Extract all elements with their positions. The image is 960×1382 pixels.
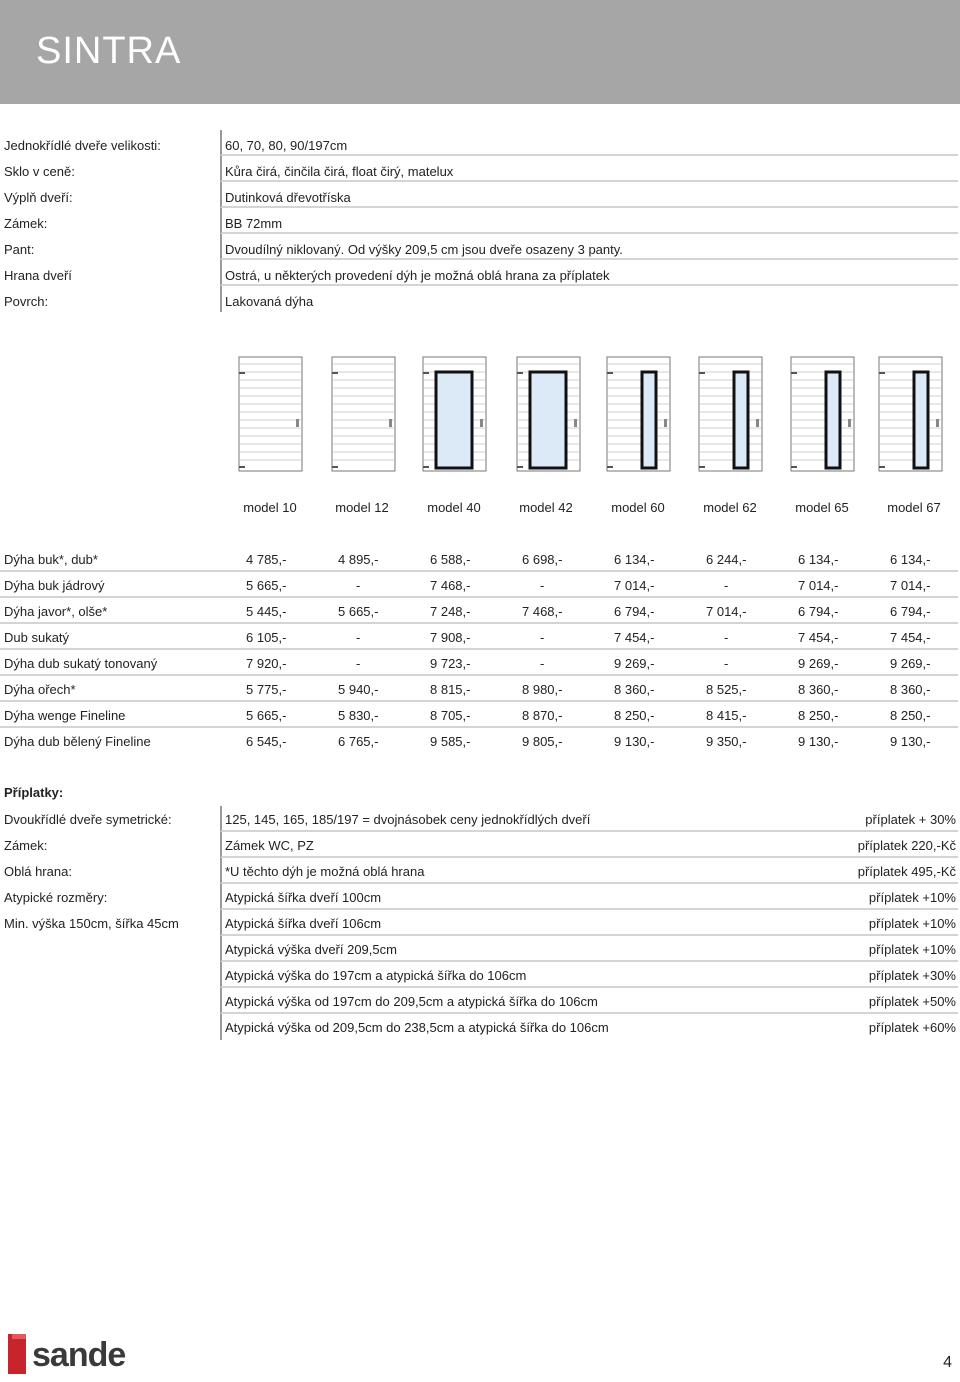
surcharge-row	[0, 936, 960, 962]
surcharge-label: Min. výška 150cm, šířka 45cm	[4, 916, 179, 931]
price-cell: -	[356, 656, 361, 671]
surcharge-text: Atypická šířka dveří 100cm	[225, 890, 382, 905]
price-cell: 4 895,-	[338, 552, 379, 567]
price-cell: 5 445,-	[246, 604, 287, 619]
sande-logo	[6, 1332, 146, 1376]
veneer-label: Dýha javor*, olše*	[4, 604, 108, 619]
door-drawing-5	[606, 356, 672, 472]
price-cell: 6 105,-	[246, 630, 287, 645]
price-cell: 7 014,-	[890, 578, 931, 593]
price-cell: 6 794,-	[890, 604, 931, 619]
model-label: model 67	[887, 500, 941, 515]
price-cell: 6 794,-	[614, 604, 655, 619]
door-icon	[606, 356, 672, 472]
price-cell: 5 665,-	[338, 604, 379, 619]
price-cell: 6 588,-	[430, 552, 471, 567]
price-cell: -	[356, 630, 361, 645]
price-cell: 9 269,-	[890, 656, 931, 671]
price-cell: 4 785,-	[246, 552, 287, 567]
veneer-label: Dýha dub sukatý tonovaný	[4, 656, 158, 671]
spec-label: Zámek:	[4, 216, 48, 231]
price-row	[0, 676, 958, 702]
surcharge-value	[220, 832, 958, 858]
surcharge-price: příplatek +10%	[868, 942, 956, 957]
price-row	[0, 702, 958, 728]
price-cell: 6 134,-	[798, 552, 839, 567]
surcharge-row	[0, 858, 960, 884]
spec-row	[0, 234, 960, 260]
spec-value: Dvoudílný niklovaný. Od výšky 209,5 cm jsou dveře osazeny 3 panty.	[220, 234, 958, 260]
surcharge-price: příplatek +50%	[868, 994, 956, 1009]
price-cell: 9 350,-	[706, 734, 747, 749]
veneer-label: Dýha buk*, dub*	[4, 552, 98, 567]
price-cell: 8 705,-	[430, 708, 471, 723]
spec-label: Výplň dveří:	[4, 190, 73, 205]
price-cell: -	[724, 630, 729, 645]
door-drawing-3	[422, 356, 488, 472]
price-cell: 7 468,-	[430, 578, 471, 593]
page-title: SINTRA	[36, 30, 182, 72]
veneer-label: Dub sukatý	[4, 630, 70, 645]
price-row	[0, 728, 958, 754]
spec-row	[0, 182, 960, 208]
price-cell: 8 525,-	[706, 682, 747, 697]
door-icon	[878, 356, 944, 472]
price-cell: -	[540, 578, 545, 593]
model-label: model 62	[703, 500, 757, 515]
veneer-label: Dýha dub bělený Fineline	[4, 734, 151, 749]
price-cell: 5 775,-	[246, 682, 287, 697]
spec-value: Ostrá, u některých provedení dýh je možná oblá hrana za příplatek	[220, 260, 958, 286]
spec-row	[0, 208, 960, 234]
surcharge-price: příplatek 220,-Kč	[857, 838, 956, 853]
surcharge-row	[0, 884, 960, 910]
price-cell: 5 830,-	[338, 708, 379, 723]
door-models	[0, 356, 960, 476]
price-cell: 7 014,-	[706, 604, 747, 619]
price-cell: 8 815,-	[430, 682, 471, 697]
surcharge-value	[220, 858, 958, 884]
surcharge-price: příplatek +10%	[868, 916, 956, 931]
price-cell: 9 585,-	[430, 734, 471, 749]
surcharge-text: *U těchto dýh je možná oblá hrana	[225, 864, 425, 879]
surcharge-price: příplatek + 30%	[865, 812, 956, 827]
surcharge-row	[0, 962, 960, 988]
spec-label: Hrana dveří	[4, 268, 72, 283]
surcharge-row	[0, 910, 960, 936]
surcharge-value	[220, 988, 958, 1014]
surcharge-value	[220, 806, 958, 832]
spec-table	[0, 130, 960, 312]
surcharge-text: Atypická šířka dveří 106cm	[225, 916, 382, 931]
spec-value: Lakovaná dýha	[220, 286, 958, 312]
price-cell: 5 665,-	[246, 708, 287, 723]
surcharge-row	[0, 1014, 960, 1040]
spec-label: Jednokřídlé dveře velikosti:	[4, 138, 161, 153]
price-cell: 9 269,-	[798, 656, 839, 671]
surcharge-text: Atypická výška dveří 209,5cm	[225, 942, 397, 957]
price-cell: 6 765,-	[338, 734, 379, 749]
price-cell: 8 250,-	[614, 708, 655, 723]
surcharge-row	[0, 988, 960, 1014]
veneer-label: Dýha ořech*	[4, 682, 76, 697]
price-cell: 8 360,-	[614, 682, 655, 697]
page-number: 4	[943, 1354, 952, 1371]
model-label: model 65	[795, 500, 849, 515]
spec-value: BB 72mm	[220, 208, 958, 234]
price-cell: -	[356, 578, 361, 593]
price-cell: 6 134,-	[890, 552, 931, 567]
price-cell: 6 244,-	[706, 552, 747, 567]
surcharge-label: Dvoukřídlé dveře symetrické:	[4, 812, 172, 827]
price-row	[0, 624, 958, 650]
door-icon	[238, 356, 304, 472]
logo-mark-icon	[6, 1332, 30, 1376]
surcharges-title: Příplatky:	[4, 785, 64, 800]
price-cell: 9 269,-	[614, 656, 655, 671]
door-drawing-1	[238, 356, 304, 472]
surcharge-row	[0, 832, 960, 858]
price-cell: 8 415,-	[706, 708, 747, 723]
model-label: model 42	[519, 500, 573, 515]
spec-value: Kůra čirá, činčila čirá, float čirý, matelux	[220, 156, 958, 182]
page-header	[0, 0, 960, 104]
price-cell: 7 454,-	[798, 630, 839, 645]
price-cell: -	[724, 578, 729, 593]
surcharge-value	[220, 1014, 958, 1040]
door-icon	[698, 356, 764, 472]
surcharge-table	[0, 806, 960, 1040]
door-drawing-6	[698, 356, 764, 472]
price-cell: 6 794,-	[798, 604, 839, 619]
surcharge-text: Zámek WC, PZ	[225, 838, 314, 853]
spec-row	[0, 130, 960, 156]
spec-label: Povrch:	[4, 294, 49, 309]
door-drawing-7	[790, 356, 856, 472]
surcharge-label: Zámek:	[4, 838, 48, 853]
surcharge-price: příplatek +30%	[868, 968, 956, 983]
model-label: model 40	[427, 500, 481, 515]
surcharge-value	[220, 910, 958, 936]
door-drawing-4	[516, 356, 582, 472]
veneer-label: Dýha wenge Fineline	[4, 708, 126, 723]
surcharge-text: Atypická výška od 209,5cm do 238,5cm a atypická šířka do 106cm	[225, 1020, 609, 1035]
surcharge-text: 125, 145, 165, 185/197 = dvojnásobek ceny jednokřídlých dveří	[225, 812, 591, 827]
door-drawing-8	[878, 356, 944, 472]
price-cell: 8 980,-	[522, 682, 563, 697]
surcharge-price: příplatek 495,-Kč	[857, 864, 956, 879]
spec-value: 60, 70, 80, 90/197cm	[220, 130, 958, 156]
surcharge-text: Atypická výška do 197cm a atypická šířka do 106cm	[225, 968, 527, 983]
price-cell: 7 248,-	[430, 604, 471, 619]
surcharge-value	[220, 936, 958, 962]
price-cell: 5 940,-	[338, 682, 379, 697]
price-cell: -	[540, 656, 545, 671]
price-cell: 7 920,-	[246, 656, 287, 671]
door-icon	[790, 356, 856, 472]
veneer-label: Dýha buk jádrový	[4, 578, 105, 593]
surcharge-row	[0, 806, 960, 832]
price-cell: 7 908,-	[430, 630, 471, 645]
model-label: model 12	[335, 500, 389, 515]
surcharge-price: příplatek +60%	[868, 1020, 956, 1035]
surcharge-value	[220, 884, 958, 910]
price-cell: 6 545,-	[246, 734, 287, 749]
price-cell: 8 360,-	[890, 682, 931, 697]
price-cell: 8 360,-	[798, 682, 839, 697]
logo-text: sande	[32, 1336, 126, 1374]
surcharge-value	[220, 962, 958, 988]
spec-value: Dutinková dřevotříska	[220, 182, 958, 208]
price-cell: 9 723,-	[430, 656, 471, 671]
price-cell: 7 468,-	[522, 604, 563, 619]
door-icon	[422, 356, 488, 472]
price-cell: 5 665,-	[246, 578, 287, 593]
price-row	[0, 598, 958, 624]
price-cell: 9 130,-	[798, 734, 839, 749]
spec-row	[0, 286, 960, 312]
spec-row	[0, 156, 960, 182]
model-label: model 10	[243, 500, 297, 515]
price-cell: 7 014,-	[614, 578, 655, 593]
price-row	[0, 650, 958, 676]
price-cell: -	[540, 630, 545, 645]
price-row	[0, 572, 958, 598]
surcharge-text: Atypická výška od 197cm do 209,5cm a atypická šířka do 106cm	[225, 994, 598, 1009]
price-cell: 9 130,-	[890, 734, 931, 749]
model-label: model 60	[611, 500, 665, 515]
surcharge-price: příplatek +10%	[868, 890, 956, 905]
surcharge-label: Oblá hrana:	[4, 864, 72, 879]
price-cell: 6 698,-	[522, 552, 563, 567]
price-cell: 8 870,-	[522, 708, 563, 723]
price-table	[0, 546, 960, 754]
door-icon	[516, 356, 582, 472]
price-cell: 7 014,-	[798, 578, 839, 593]
spec-label: Sklo v ceně:	[4, 164, 75, 179]
door-drawing-2	[331, 356, 397, 472]
price-cell: 9 805,-	[522, 734, 563, 749]
price-cell: 8 250,-	[890, 708, 931, 723]
price-cell: 6 134,-	[614, 552, 655, 567]
price-cell: 8 250,-	[798, 708, 839, 723]
spec-label: Pant:	[4, 242, 35, 257]
door-icon	[331, 356, 397, 472]
spec-row	[0, 260, 960, 286]
price-row	[0, 546, 958, 572]
price-cell: 7 454,-	[614, 630, 655, 645]
surcharge-label: Atypické rozměry:	[4, 890, 108, 905]
price-cell: -	[724, 656, 729, 671]
price-cell: 9 130,-	[614, 734, 655, 749]
price-cell: 7 454,-	[890, 630, 931, 645]
